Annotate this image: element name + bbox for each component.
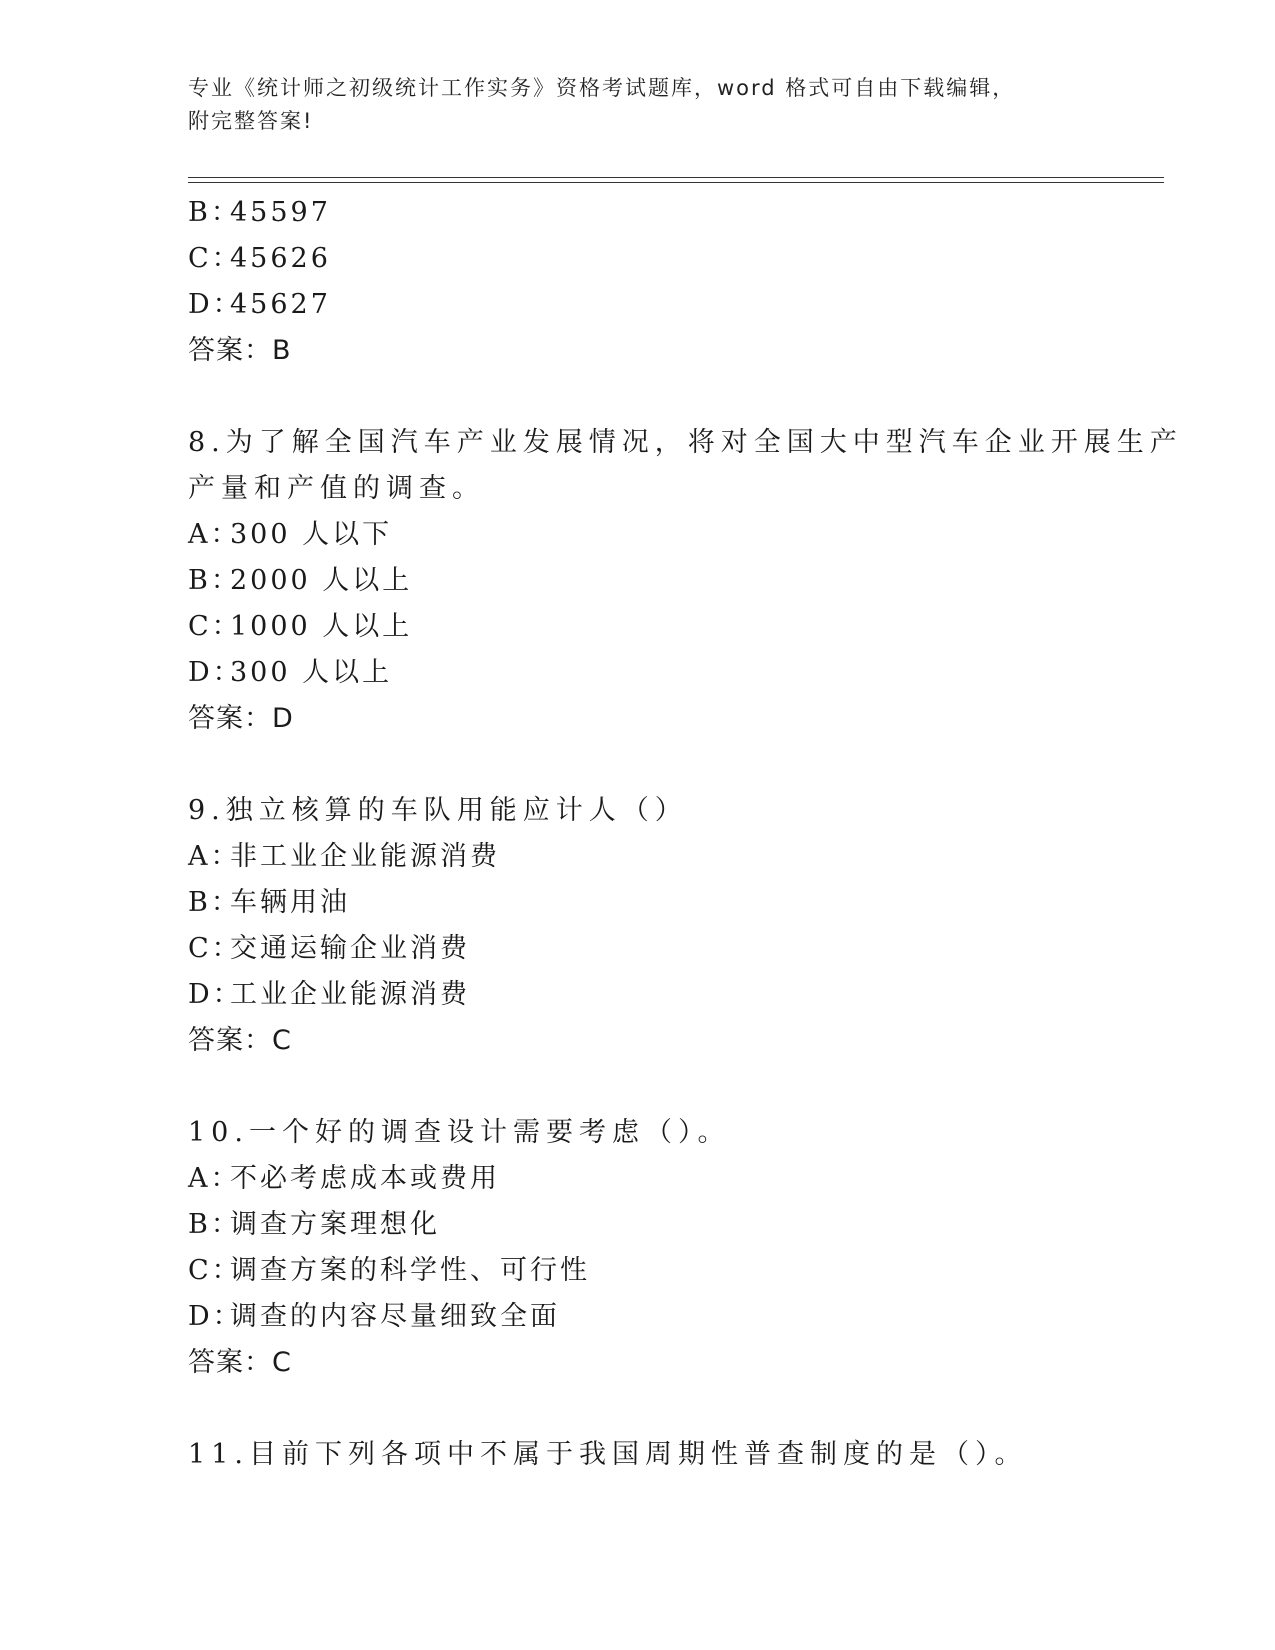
answer-line: 答案：B	[188, 335, 292, 366]
option-text: 不必考虑成本或费用	[230, 1163, 500, 1194]
option-c	[188, 604, 1164, 650]
header-line-1: 专业《统计师之初级统计工作实务》资格考试题库，word 格式可自由下载编辑，	[188, 76, 1016, 100]
option-a	[188, 834, 1164, 880]
question-stem-line-1: 10.一个好的调查设计需要考虑（）。	[188, 1117, 731, 1148]
option-c	[188, 1248, 1164, 1294]
question-stem-line-1: 9.独立核算的车队用能应计人（）	[188, 795, 688, 826]
option-key: A：	[188, 841, 241, 872]
option-d	[188, 282, 1164, 328]
option-text: 300 人以上	[230, 657, 393, 688]
header-line-2: 附完整答案!	[188, 109, 314, 133]
option-key: C：	[188, 933, 242, 964]
header-divider-bottom	[188, 182, 1164, 183]
question-stem-line-1: 11.目前下列各项中不属于我国周期性普查制度的是（）。	[188, 1439, 1028, 1470]
document-header	[188, 72, 1088, 138]
spacer	[188, 1064, 1164, 1110]
option-key: B：	[188, 887, 241, 918]
option-key: D：	[188, 657, 243, 688]
option-key: B：	[188, 565, 241, 596]
option-b	[188, 1202, 1164, 1248]
option-key: C：	[188, 1255, 242, 1286]
option-text: 45597	[230, 197, 331, 228]
option-key: A：	[188, 519, 241, 550]
option-text: 1000 人以上	[230, 611, 413, 642]
option-b	[188, 558, 1164, 604]
question-10-block	[188, 1110, 1164, 1386]
option-text: 交通运输企业消费	[230, 933, 470, 964]
question-list	[188, 190, 1183, 1478]
spacer	[188, 742, 1164, 788]
option-d	[188, 650, 1164, 696]
option-key: B：	[188, 1209, 241, 1240]
option-d	[188, 972, 1164, 1018]
option-key: B：	[188, 197, 241, 228]
header-divider-top	[188, 177, 1164, 178]
question-stem-line-1: 8.为了解全国汽车产业发展情况，将对全国大中型汽车企业开展生产	[188, 427, 1183, 458]
option-key: D：	[188, 289, 243, 320]
option-d	[188, 1294, 1164, 1340]
question-9-block	[188, 788, 1164, 1064]
option-text: 车辆用油	[230, 887, 350, 918]
option-key: C：	[188, 243, 242, 274]
option-c	[188, 926, 1164, 972]
option-b	[188, 190, 1164, 236]
option-key: D：	[188, 1301, 243, 1332]
option-text: 45627	[230, 289, 331, 320]
option-key: D：	[188, 979, 243, 1010]
answer-line: 答案：C	[188, 1347, 292, 1378]
question-11-block	[188, 1432, 1164, 1478]
question-8-block	[188, 420, 1183, 742]
answer-line: 答案：C	[188, 1025, 292, 1056]
question-stem-line-2: 产量和产值的调查。	[188, 473, 485, 504]
option-text: 2000 人以上	[230, 565, 413, 596]
spacer	[188, 374, 1164, 420]
option-c	[188, 236, 1164, 282]
option-text: 300 人以下	[230, 519, 393, 550]
option-text: 调查方案的科学性、可行性	[230, 1255, 590, 1286]
spacer	[188, 1386, 1164, 1432]
option-a	[188, 512, 1164, 558]
option-text: 45626	[230, 243, 331, 274]
option-text: 调查方案理想化	[230, 1209, 440, 1240]
option-b	[188, 880, 1164, 926]
option-key: A：	[188, 1163, 241, 1194]
question-7-block	[188, 190, 1164, 374]
option-text: 调查的内容尽量细致全面	[230, 1301, 560, 1332]
option-a	[188, 1156, 1164, 1202]
option-text: 非工业企业能源消费	[230, 841, 500, 872]
option-key: C：	[188, 611, 242, 642]
answer-line: 答案：D	[188, 703, 294, 734]
option-text: 工业企业能源消费	[230, 979, 470, 1010]
